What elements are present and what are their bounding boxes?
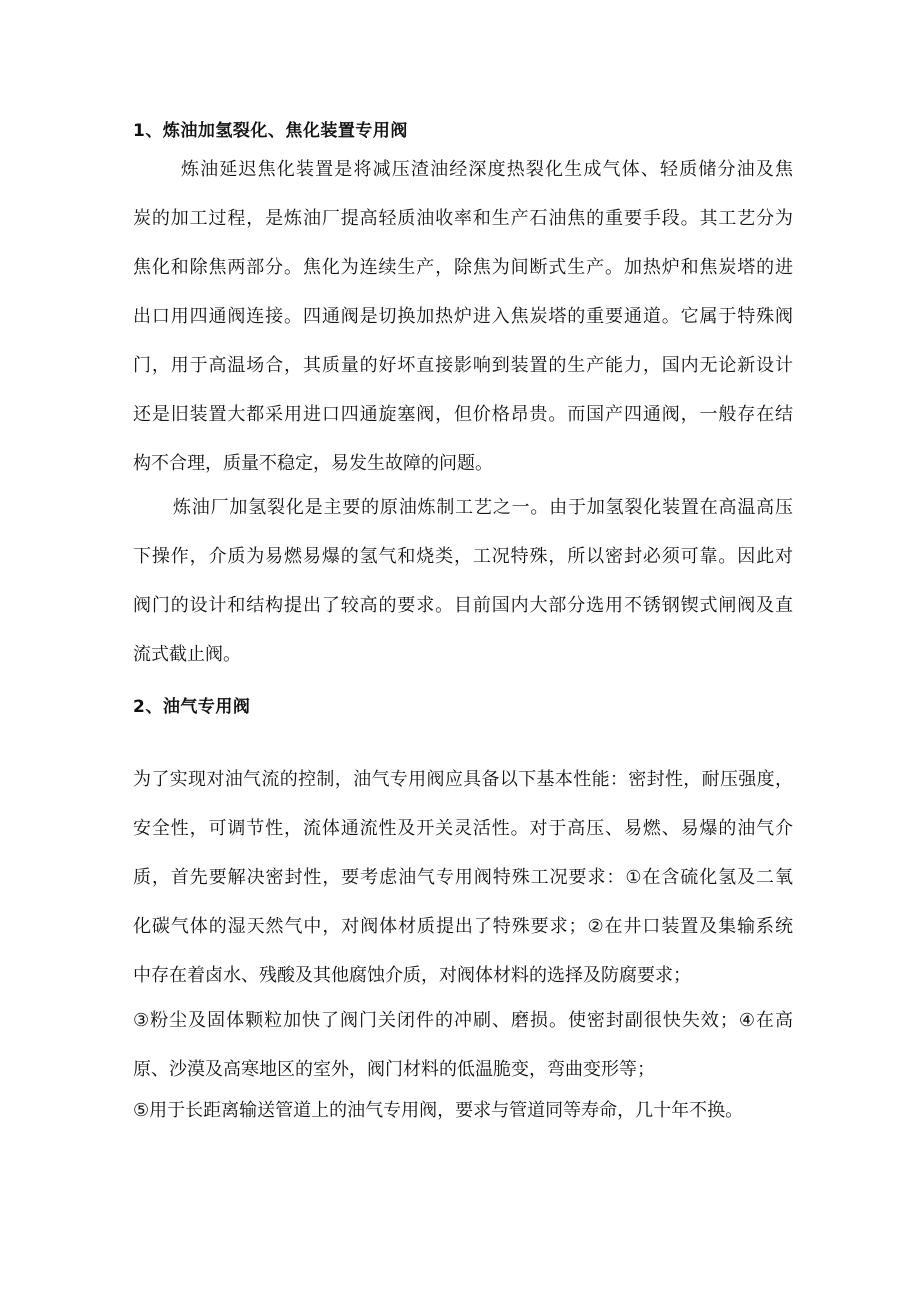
text-line: 阀门的设计和结构提出了较高的要求。目前国内大部分选用不锈钢锲式闸阀及直 [133, 595, 793, 616]
section-2-paragraph-1 [133, 755, 793, 1000]
section-2-paragraph-3 [133, 1086, 793, 1135]
text-line: 安全性，可调节性，流体通流性及开关灵活性。对于高压、易燃、易爆的油气介 [133, 818, 793, 839]
text-line: 下操作，介质为易燃易爆的氢气和烧类，工况特殊，所以密封必须可靠。因此对 [133, 546, 793, 567]
text-line: ⑤用于长距离输送管道上的油气专用阀，要求与管道同等寿命，几十年不换。 [133, 1100, 744, 1121]
section-1-paragraph-2 [133, 483, 793, 679]
section-2-paragraph-2 [133, 996, 793, 1094]
text-line: 炭的加工过程，是炼油厂提高轻质油收率和生产石油焦的重要手段。其工艺分为 [133, 208, 793, 229]
text-line: 门，用于高温场合，其质量的好坏直接影响到装置的生产能力，国内无论新设计 [133, 355, 793, 376]
text-line: 构不合理，质量不稳定，易发生故障的问题。 [133, 453, 493, 474]
text-line: 中存在着卤水、残酸及其他腐蚀介质，对阀体材料的选择及防腐要求； [133, 965, 691, 986]
text-line: 炼油延迟焦化装置是将减压渣油经深度热裂化生成气体、轻质储分油及焦 [181, 159, 793, 180]
text-line: 炼油厂加氢裂化是主要的原油炼制工艺之一。由于加氢裂化装置在高温高压 [173, 497, 793, 518]
text-line: 出口用四通阀连接。四通阀是切换加热炉进入焦炭塔的重要通道。它属于特殊阀 [133, 306, 793, 327]
section-1-heading: 1、炼油加氢裂化、焦化装置专用阀 [133, 121, 408, 141]
text-line: 原、沙漠及高寒地区的室外，阀门材料的低温脆变，弯曲变形等； [133, 1059, 655, 1080]
text-line: ③粉尘及固体颗粒加快了阀门关闭件的冲刷、磨损。使密封副很快失效；④在高 [133, 1010, 793, 1031]
text-line: 为了实现对油气流的控制，油气专用阀应具备以下基本性能：密封性，耐压强度， [133, 769, 793, 790]
text-line: 焦化和除焦两部分。焦化为连续生产，除焦为间断式生产。加热炉和焦炭塔的进 [133, 257, 793, 278]
section-2-heading: 2、油气专用阀 [133, 697, 251, 717]
text-line: 流式截止阀。 [133, 644, 241, 665]
section-1-paragraph-1 [133, 145, 793, 488]
text-line: 质，首先要解决密封性，要考虑油气专用阀特殊工况要求：①在含硫化氢及二氧 [133, 867, 793, 888]
text-line: 还是旧装置大都采用进口四通旋塞阀，但价格昂贵。而国产四通阀，一般存在结 [133, 404, 793, 425]
text-line: 化碳气体的湿天然气中，对阀体材质提出了特殊要求；②在井口装置及集输系统 [133, 916, 793, 937]
